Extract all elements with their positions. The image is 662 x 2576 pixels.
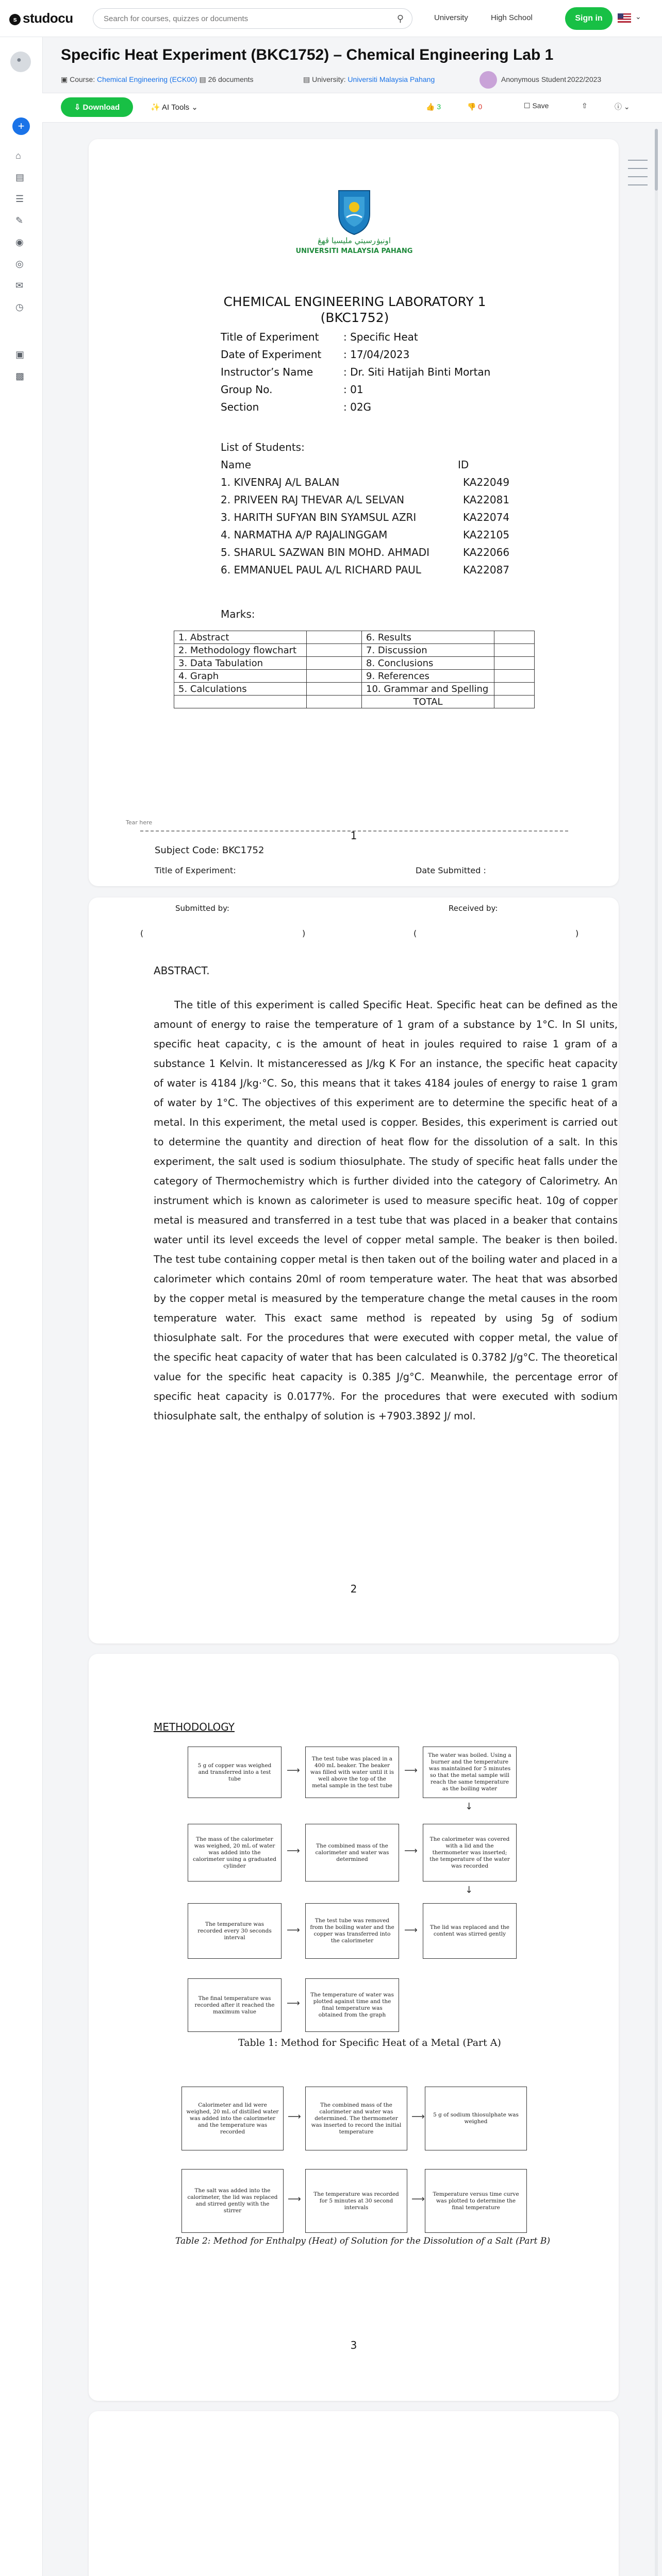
flowchart-step: The water was boiled. Using a burner and the temperature was maintained for 5 minutes so that the metal sample will reach the same temperature as the boiling water	[423, 1747, 517, 1798]
student-id: KA22074	[463, 511, 510, 523]
table-row	[174, 683, 535, 696]
user-avatar-icon[interactable]	[10, 52, 31, 72]
table-row	[174, 696, 535, 708]
field-title	[221, 331, 418, 343]
chevron-down-icon[interactable]: ⌄	[635, 12, 641, 21]
marks-score-cell	[307, 631, 362, 644]
arrow-right-icon: ⟶	[411, 2194, 425, 2205]
ai-tools-label: AI Tools	[162, 103, 190, 112]
university-name-arabic: اونيۏرسيتي مليسيا ڤهڠ	[318, 236, 391, 245]
marks-score-cell	[494, 644, 535, 657]
marks-score-cell	[494, 670, 535, 683]
marks-score-cell	[307, 670, 362, 683]
flowchart-step: The lid was replaced and the content was stirred gently	[423, 1903, 517, 1959]
field-date-value: : 17/04/2023	[343, 348, 410, 361]
book-icon[interactable]: ▩	[15, 371, 25, 381]
flowchart-step: The mass of the calorimeter was weighed, 20 mL of water was added into the calorimeter using a graduated cylinder	[188, 1824, 282, 1882]
flowchart-step: The temperature was recorded every 30 seconds interval	[188, 1903, 282, 1959]
arrow-right-icon: ⟶	[288, 2194, 301, 2205]
marks-score-cell	[307, 644, 362, 657]
field-title-value: : Specific Heat	[343, 331, 418, 343]
course-meta	[61, 75, 254, 84]
methodology-heading: METHODOLOGY	[154, 1721, 235, 1733]
student-name: 4. NARMATHA A/P RAJALINGGAM	[221, 529, 388, 541]
field-section	[221, 401, 371, 413]
flowchart-step: The test tube was removed from the boiling water and the copper was transferred into the calorimeter	[305, 1903, 399, 1959]
course-link[interactable]: Chemical Engineering (ECK00)	[97, 75, 197, 83]
save-label: Save	[532, 101, 549, 110]
download-label: Download	[82, 103, 120, 112]
marks-cell: 3. Data Tabulation	[174, 657, 307, 670]
field-instructor-value: : Dr. Siti Hatijah Binti Mortan	[343, 366, 491, 378]
quiz-icon[interactable]: ◎	[15, 259, 24, 269]
info-icon[interactable]: ⓘ ⌄	[615, 103, 630, 111]
flowchart-step: Temperature versus time curve was plotted to determine the final temperature	[425, 2169, 527, 2233]
marks-cell: 4. Graph	[174, 670, 307, 683]
arrow-right-icon: ⟶	[288, 2111, 301, 2122]
field-instructor	[221, 366, 490, 378]
marks-table	[174, 631, 535, 708]
marks-score-cell	[307, 696, 362, 708]
marks-score-cell	[494, 683, 535, 696]
document-page-3	[89, 1654, 619, 2401]
flowchart-step: The temperature was recorded for 5 minutes at 30 second intervals	[305, 2169, 407, 2233]
chat-icon[interactable]: ✉	[15, 280, 24, 291]
field-section-value: : 02G	[343, 401, 372, 413]
field-date-label: Date of Experiment	[221, 348, 322, 361]
document-page-1	[89, 139, 619, 886]
ai-notes-icon[interactable]: ✎	[15, 215, 24, 226]
document-toolbar	[42, 93, 662, 123]
arrow-down-icon: ↓	[465, 1801, 473, 1812]
name-column-header: Name	[221, 459, 252, 471]
table-row	[174, 657, 535, 670]
student-row	[221, 494, 510, 506]
table-row	[174, 670, 535, 683]
marks-score-cell	[494, 696, 535, 708]
arrow-right-icon: ⟶	[404, 1925, 418, 1936]
page-number: 3	[350, 2339, 357, 2351]
ai-tools-button[interactable]: ✨ AI Tools ⌄	[143, 97, 205, 117]
student-id: KA22105	[463, 529, 510, 541]
page-number: 1	[350, 829, 357, 842]
field-group-label: Group No.	[221, 383, 273, 396]
nav-high-school[interactable]: High School	[491, 13, 533, 22]
page-thumbnails[interactable]	[628, 160, 648, 193]
document-title: Specific Heat Experiment (BKC1752) – Chemical Engineering Lab 1	[61, 46, 554, 63]
flowchart-step: The combined mass of the calorimeter and water was determined	[305, 1824, 399, 1882]
subject-code: Subject Code: BKC1752	[155, 845, 264, 856]
document-page-4	[89, 2411, 619, 2576]
signature-open-paren: (	[413, 928, 417, 938]
abstract-heading: ABSTRACT.	[154, 964, 210, 977]
flowchart-step: The combined mass of the calorimeter and water was determined. The thermometer was inserted to record the initial temperature	[305, 2087, 407, 2150]
upvote-count: 3	[437, 103, 441, 111]
marks-cell: 5. Calculations	[174, 683, 307, 696]
marks-score-cell	[307, 683, 362, 696]
logo-text: studocu	[23, 10, 73, 26]
arrow-right-icon: ⟶	[287, 1845, 300, 1856]
abstract-text: The title of this experiment is called Specific Heat. Specific heat can be defined as the amount of energy to raise the temperature of 1 gram of a substance by 1°C. In SI units, specific heat capacity, c is the amount of heat in joules required to raise 1 gram of a substance 1 Kelvin. It mistanceressed as J/kg K For an instance, the specific heat capacity of water is 4184 J/kg·°C. So, this means that it takes 4184 joules of energy to raise 1 gram of water by 1°C. The objectives of this experiment are to determine the specific heat of a metal. In this experiment, the metal used is copper. Besides, this experiment is carried out to determine the quantity and direction of heat flow for the dissolution of a salt. In this experiment, the salt used is sodium thiosulphate. The study of specific heat falls under the category of Thermochemistry which is further divided into the category of Calorimetry. An instrument which is known as calorimeter is used to measure specific heat. 10g of copper metal is measured and transferred in a test tube that was placed in a beaker that contains water until its level exceeds the level of copper metal sample. The beaker is then boiled. The test tube containing copper metal is then taken out of the boiling water and placed in a calorimeter which contains 20ml of room temperature water. The heat that was absorbed by the copper metal is measured by the temperature change the metal causes in the room temperature water. This exact same method is repeated by using 5g of sodium thiosulphate salt. For the procedures that were executed with copper metal, the value of the specific heat capacity of water that has been calculated is 0.3782 J/g°C. The theoretical value for the specific heat capacity is 0.385 J/g°C. Meanwhile, the percentage error of specific heat capacity is 0.0177%. For the procedures that were executed with sodium thiosulphate salt, the enthalpy of solution is +7903.3892 J/ mol.	[154, 999, 618, 1422]
download-button[interactable]: ⇩ Download	[61, 97, 133, 117]
students-heading: List of Students:	[221, 441, 305, 453]
nav-university[interactable]: University	[434, 13, 468, 22]
scrollbar-thumb[interactable]	[655, 129, 658, 191]
student-id: KA22049	[463, 476, 510, 488]
save-button[interactable]: ☐ Save	[524, 101, 549, 110]
student-name: 1. KIVENRAJ A/L BALAN	[221, 476, 340, 488]
marks-score-cell	[494, 657, 535, 670]
notes-icon[interactable]: ☰	[15, 194, 24, 204]
student-id: KA22081	[463, 494, 510, 506]
flowchart-caption: Table 1: Method for Specific Heat of a Metal (Part A)	[238, 2037, 501, 2048]
courses-icon[interactable]: ◉	[15, 237, 24, 247]
course-label: Course:	[70, 75, 95, 83]
arrow-right-icon: ⟶	[287, 1765, 300, 1776]
marks-total-cell: TOTAL	[362, 696, 494, 708]
field-title-label: Title of Experiment	[221, 331, 319, 343]
student-id: KA22066	[463, 546, 510, 558]
field-date	[221, 348, 409, 361]
marks-label: Marks:	[221, 608, 255, 620]
student-name: 2. PRIVEEN RAJ THEVAR A/L SELVAN	[221, 494, 405, 506]
flowchart-caption: Table 2: Method for Enthalpy (Heat) of Solution for the Dissolution of a Salt (Part B)	[175, 2236, 551, 2246]
downvote-count: 0	[478, 103, 483, 111]
field-instructor-label: Instructor’s Name	[221, 366, 313, 378]
university-icon: ▤	[303, 75, 310, 83]
arrow-right-icon: ⟶	[287, 1998, 300, 2009]
arrow-right-icon: ⟶	[411, 2111, 425, 2122]
date-submitted-field: Date Submitted :	[416, 866, 486, 875]
scrollbar-track[interactable]	[655, 129, 658, 2576]
share-icon[interactable]: ⇧	[582, 101, 588, 110]
table-row	[174, 631, 535, 644]
student-id: KA22087	[463, 564, 510, 576]
received-by-label: Received by:	[449, 904, 498, 913]
author-avatar	[479, 71, 497, 89]
arrow-down-icon: ↓	[465, 1885, 473, 1895]
marks-cell: 9. References	[362, 670, 494, 683]
docs-count: 26 documents	[208, 75, 254, 83]
student-name: 5. SHARUL SAZWAN BIN MOHD. AHMADI	[221, 546, 430, 558]
signature-close-paren: )	[302, 928, 306, 938]
lab-title	[221, 294, 489, 326]
create-plus-icon[interactable]: +	[12, 117, 30, 135]
language-flag-icon[interactable]	[618, 13, 631, 23]
course-icon: ▣	[61, 75, 68, 83]
studocu-logo[interactable]	[9, 10, 73, 26]
arrow-right-icon: ⟶	[404, 1765, 418, 1776]
student-row	[221, 529, 510, 541]
lab-title-line2: (BKC1752)	[320, 310, 389, 325]
marks-cell	[174, 696, 307, 708]
document-date: 2022/2023	[567, 75, 602, 83]
signature-open-paren: (	[140, 928, 144, 938]
search-bar[interactable]	[93, 8, 412, 29]
docs-icon: ▤	[199, 75, 206, 83]
flowchart-step: The test tube was placed in a 400 mL beaker. The beaker was filled with water until it is well above the top of the metal sample in the test tube	[305, 1747, 399, 1798]
field-section-label: Section	[221, 401, 259, 413]
field-group-value: : 01	[343, 383, 363, 396]
university-meta	[303, 75, 435, 84]
logo-mark-icon: s	[9, 14, 21, 25]
marks-cell: 8. Conclusions	[362, 657, 494, 670]
table-row	[174, 644, 535, 657]
search-input[interactable]	[103, 14, 373, 24]
recent-icon[interactable]: ◷	[15, 302, 24, 312]
arrow-right-icon: ⟶	[287, 1925, 300, 1936]
marks-cell: 7. Discussion	[362, 644, 494, 657]
flowchart-step: 5 g of sodium thiosulphate was weighed	[425, 2087, 527, 2150]
downvote-button[interactable]: 👎 0	[467, 103, 483, 111]
cut-label: Tear here	[126, 819, 153, 826]
author-name: Anonymous Student	[501, 75, 567, 83]
marks-score-cell	[307, 657, 362, 670]
marks-score-cell	[494, 631, 535, 644]
university-crest-icon	[328, 185, 380, 237]
student-name: 3. HARITH SUFYAN BIN SYAMSUL AZRI	[221, 511, 417, 523]
arrow-right-icon: ⟶	[404, 1845, 418, 1856]
university-name: UNIVERSITI MALAYSIA PAHANG	[295, 247, 413, 255]
marks-cell: 6. Results	[362, 631, 494, 644]
id-column-header: ID	[458, 459, 469, 471]
library-icon[interactable]: ▤	[15, 172, 25, 182]
lab-title-line1: CHEMICAL ENGINEERING LABORATORY 1	[223, 294, 486, 309]
university-label: University:	[312, 75, 346, 83]
student-row	[221, 546, 510, 558]
document-page-2	[89, 897, 619, 1643]
marks-cell: 10. Grammar and Spelling	[362, 683, 494, 696]
title-of-experiment-field: Title of Experiment:	[155, 866, 236, 875]
top-bar	[0, 0, 662, 37]
page-number: 2	[350, 1583, 357, 1595]
left-sidebar	[0, 37, 43, 2576]
field-group	[221, 383, 363, 396]
marks-cell: 2. Methodology flowchart	[174, 644, 307, 657]
flowchart-step: Calorimeter and lid were weighed, 20 mL of distilled water was added into the calorimeter and the temperature was recorded	[181, 2087, 284, 2150]
flowchart-step: The salt was added into the calorimeter, the lid was replaced and stirred gently with the stirrer	[181, 2169, 284, 2233]
submitted-by-label: Submitted by:	[175, 904, 229, 913]
search-icon[interactable]: ⚲	[396, 13, 404, 24]
flowchart-step: 5 g of copper was weighed and transferred into a test tube	[188, 1747, 282, 1798]
university-link[interactable]: Universiti Malaysia Pahang	[347, 75, 435, 83]
flowchart-step: The temperature of water was plotted against time and the final temperature was obtained from the graph	[305, 1978, 399, 2032]
signature-close-paren: )	[575, 928, 579, 938]
student-name: 6. EMMANUEL PAUL A/L RICHARD PAUL	[221, 564, 421, 576]
marks-cell: 1. Abstract	[174, 631, 307, 644]
flowchart-step: The calorimeter was covered with a lid and the thermometer was inserted; the temperature of the water was recorded	[423, 1824, 517, 1882]
folder-icon[interactable]: ▣	[15, 349, 25, 360]
student-row	[221, 511, 510, 523]
flowchart-step: The final temperature was recorded after it reached the maximum value	[188, 1978, 282, 2032]
student-row	[221, 476, 510, 488]
upvote-button[interactable]: 👍 3	[426, 103, 441, 111]
home-icon[interactable]: ⌂	[15, 150, 21, 161]
cut-line	[140, 831, 568, 832]
student-row	[221, 564, 510, 576]
sign-in-button[interactable]: Sign in	[565, 7, 613, 30]
